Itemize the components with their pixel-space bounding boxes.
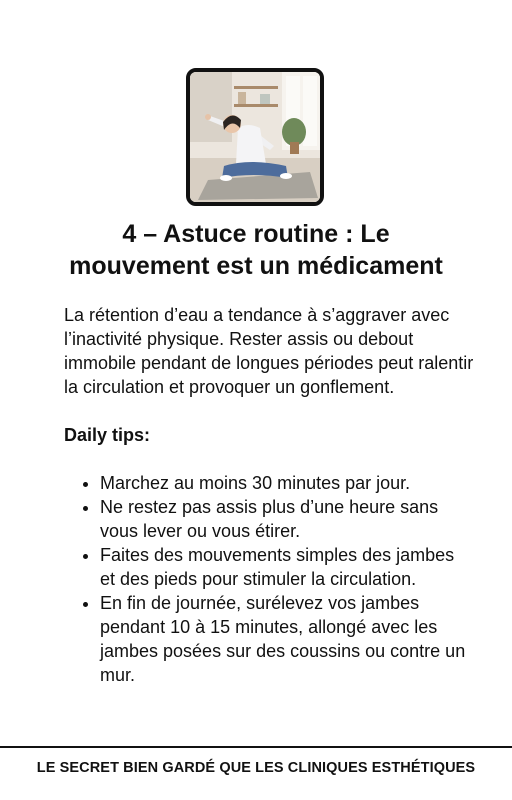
article-body xyxy=(64,303,474,687)
title-line-1: 4 – Astuce routine : Le xyxy=(122,220,390,248)
footer-divider xyxy=(0,746,512,748)
list-item: • En fin de journée, surélevez vos jambes pendant 10 à 15 minutes, allongé avec les jambes posées sur des coussins ou contre un mur. xyxy=(100,591,474,687)
title-line-2: mouvement est un médicament xyxy=(69,252,443,280)
woman-stretching-photo xyxy=(186,68,324,206)
tips-heading: Daily tips: xyxy=(64,425,151,445)
intro-paragraph: La rétention d’eau a tendance à s’aggraver avec l’inactivité physique. Rester assis ou debout immobile pendant de longues périodes peut ralentir la circulation et provoquer un gonflement. xyxy=(64,305,474,397)
section-title xyxy=(30,218,482,282)
list-item: • Marchez au moins 30 minutes par jour. xyxy=(100,471,474,495)
photo-illustration xyxy=(190,72,320,202)
footer-text: LE SECRET BIEN GARDÉ QUE LES CLINIQUES ESTHÉTIQUES xyxy=(36,760,476,776)
tips-list xyxy=(64,471,474,687)
list-item: • Faites des mouvements simples des jambes et des pieds pour stimuler la circulation. xyxy=(100,543,474,591)
list-item: • Ne restez pas assis plus d’une heure sans vous lever ou vous étirer. xyxy=(100,495,474,543)
